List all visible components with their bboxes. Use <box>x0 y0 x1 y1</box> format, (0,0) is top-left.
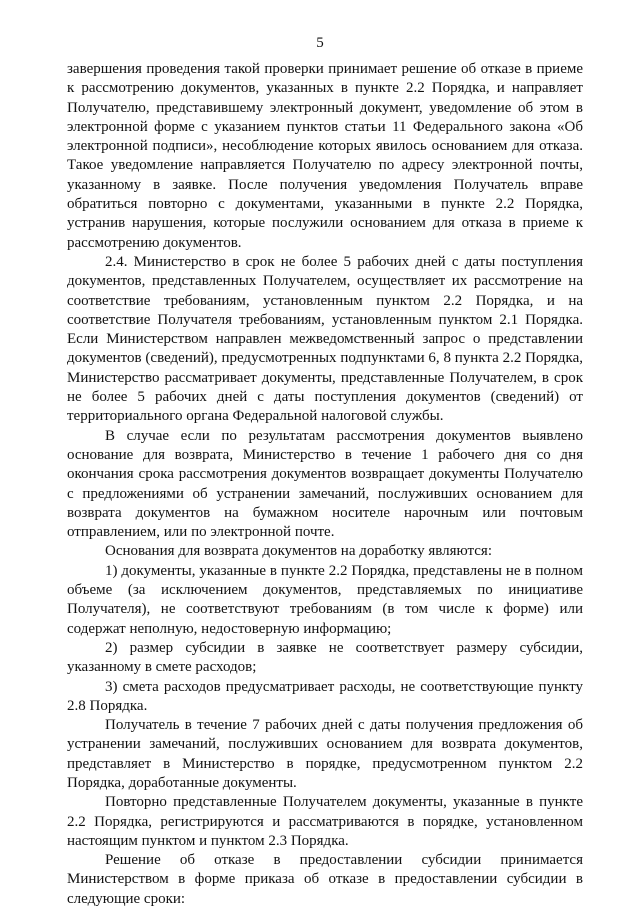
list-item-2: 2) размер субсидии в заявке не соответствует размеру субсидии, указанному в смете расходов; <box>67 639 583 676</box>
list-item-3: 3) смета расходов предусматривает расходы, не соответствующие пункту 2.8 Порядка. <box>67 678 583 714</box>
page-number: 5 <box>316 35 324 51</box>
list-item-1: 1) документы, указанные в пункте 2.2 Порядка, представлены не в полном объеме (за исключением документов, представляемых по инициативе Получателя), не соответствуют требованиям (в том числе к форме) или содержат неполную, недостоверную информацию; <box>67 562 583 637</box>
document-body <box>67 60 583 909</box>
paragraph-resubmission: Получатель в течение 7 рабочих дней с даты получения предложения об устранении замечаний, послуживших основанием для возврата документов, представляет в Министерство в порядке, предусмотренном пунктом 2.2 Порядка, доработанные документы. <box>67 717 583 791</box>
paragraph-2-4: 2.4. Министерство в срок не более 5 рабочих дней с даты поступления документов, представленных Получателем, осуществляет их рассмотрение на соответствие требованиям, установленным пунктом 2.2 Порядка, и на соответствие Получателя требованиям, установленным пунктом 2.1 Порядка. Если Министерством направлен межведомственный запрос о представлении документов (сведений), предусмотренных подпунктами 6, 8 пункта 2.2 Порядка, Министерство рассматривает документы, представленные Получателем, в срок не более 5 рабочих дней с даты поступления документов (сведений) от территориального органа Федеральной налоговой службы. <box>67 253 583 425</box>
paragraph-continuation: завершения проведения такой проверки принимает решение об отказе в приеме к рассмотрению документов, указанных в пункте 2.2 Порядка, и направляет Получателю, представившему электронный документ, уведомление об этом в электронной форме с указанием пунктов статьи 11 Федерального закона «Об электронной подписи», несоблюдение которых явилось основанием для отказа. Такое уведомление направляется Получателю по адресу электронной почты, указанному в заявке. После получения уведомления Получатель вправе обратиться повторно с документами, указанными в пункте 2.2 Порядка, устранив нарушения, которые послужили основанием для отказа в приеме к рассмотрению документов. <box>67 61 583 251</box>
paragraph-repeat-review: Повторно представленные Получателем документы, указанные в пункте 2.2 Порядка, регистрируются и рассматриваются в порядке, установленном настоящим пунктом и пунктом 2.3 Порядка. <box>67 794 583 849</box>
paragraph-return-case: В случае если по результатам рассмотрения документов выявлено основание для возврата, Министерство в течение 1 рабочего дня со дня окончания срока рассмотрения документов возвращает документы Получателю с предложениями об устранении замечаний, послуживших основанием для возврата документов на бумажном носителе нарочным или почтовым отправлением, или по электронной почте. <box>67 427 583 541</box>
paragraph-return-grounds-intro: Основания для возврата документов на доработку являются: <box>105 543 492 560</box>
paragraph-refusal-decision: Решение об отказе в предоставлении субсидии принимается Министерством в форме приказа об отказе в предоставлении субсидии в следующие сроки: <box>67 852 583 907</box>
